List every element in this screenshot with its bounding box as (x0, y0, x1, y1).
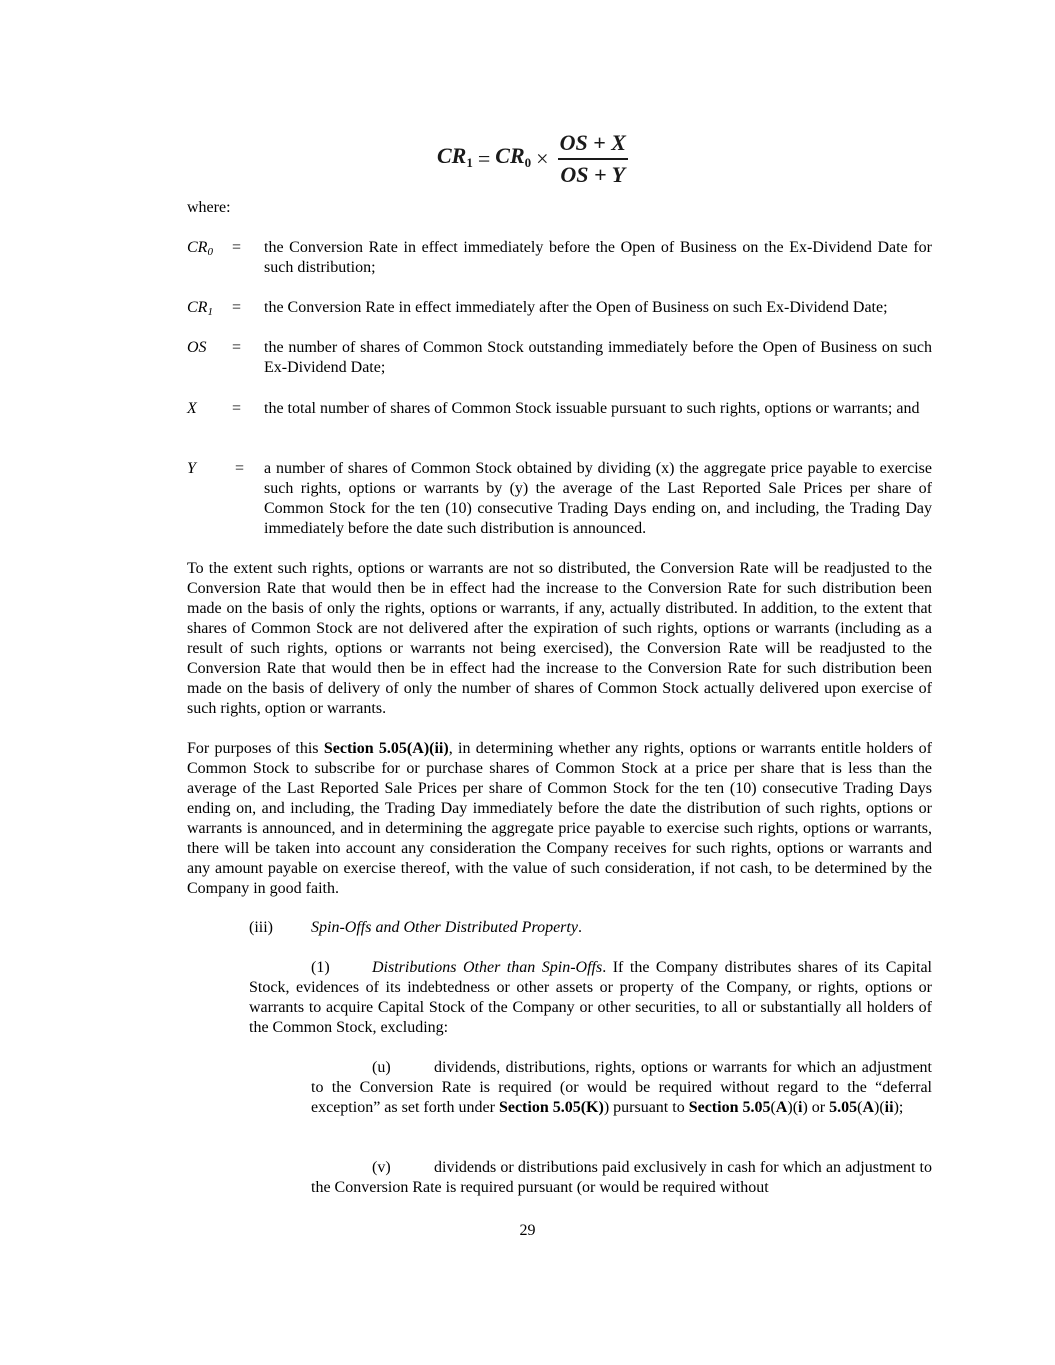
where-label: where: (187, 199, 231, 216)
formula-fraction (558, 130, 628, 188)
definition-text: the total number of shares of Common Stock issuable pursuant to such rights, options or warrants; and (264, 400, 920, 417)
clause-title: Distributions Other than Spin-Offs (372, 959, 603, 976)
formula-equals: = (477, 146, 491, 171)
subsection-number: (iii) (249, 919, 273, 936)
formula-times: × (536, 146, 549, 171)
section-reference: 5.05 (829, 1099, 858, 1116)
definition-symbol: OS (187, 339, 207, 356)
definition-equals: = (232, 400, 242, 417)
item-number: (v) (372, 1159, 391, 1176)
paragraph-readjustment: To the extent such rights, options or warrants are not so distributed, the Conversion Rate will be readjusted to the Conversion Rate that would then be in effect had the increase to the Conversion Rate for such distribution been made on the basis of only the rights, options or warrants, if any, actually distributed. In addition, to the extent that shares of Common Stock are not delivered after the expiration of such rights, options or warrants (including as a result of such rights, options or warrants not being exercised), the Conversion Rate will be readjusted to the Conversion Rate that would then be in effect had the increase to the Conversion Rate for such distribution been made on the basis of delivery of only the number of shares of Common Stock actually delivered upon exercise of such rights, option or warrants. (187, 560, 932, 717)
definition-symbol: $CR_1$ (187, 299, 213, 318)
subsection-1-distributions: (1) Distributions Other than Spin-Offs. If the Company distributes shares of its Capital Stock, evidences of its indebtedness or other assets or property of the Company, or rights, options or warrants to acquire Capital Stock of the Company or other securities, to all or substantially all holders of the Common Stock, excluding: (249, 959, 932, 1036)
clause-number: (1) (311, 959, 330, 976)
definition-symbol: X (187, 400, 197, 417)
subsection-title: Spin-Offs and Other Distributed Property (311, 919, 578, 936)
item-number: (u) (372, 1059, 391, 1076)
formula-numerator: OS + X (558, 130, 628, 160)
section-reference: Section 5.05(A)(ii) (323, 740, 449, 757)
formula-denominator: OS + Y (560, 162, 626, 187)
section-reference: Section 5.05(K) (498, 1099, 604, 1116)
definition-cr0 (187, 238, 932, 278)
formula-lhs: $CR_1$ (437, 142, 473, 170)
paragraph-purposes: For purposes of this Section 5.05(A)(ii), in determining whether any rights, options or warrants entitle holders of Common Stock to subscribe for or purchase shares of Common Stock at a price per share that is less than the average of the Last Reported Sale Prices per share of Common Stock for the ten (10) consecutive Trading Days ending on, and including, the Trading Day immediately before the date the distribution of such rights, options or warrants is announced, and in determining the aggregate price payable to exercise such rights, options or warrants, there will be taken into account any consideration the Company receives for such rights, options or warrants and any amount payable on exercise thereof, with the value of such consideration, if not cash, to be determined by the Company in good faith. (187, 740, 932, 897)
conversion-rate-formula (437, 130, 628, 188)
definition-equals: = (232, 299, 242, 316)
definition-symbol: Y (187, 460, 196, 477)
definition-os (187, 338, 932, 378)
definition-x (187, 399, 932, 419)
item-v: (v) dividends or distributions paid exclusively in cash for which an adjustment to the Conversion Rate is required pursuant (or would be required without (311, 1159, 932, 1196)
item-u: (u) dividends, distributions, rights, options or warrants for which an adjustment to the Conversion Rate is required (or would be required without regard to the “deferral exception” as set forth under Section 5.05(K)) pursuant to Section 5.05(A)(i) or 5.05(A)(ii); (311, 1059, 932, 1116)
definition-symbol: $CR_0$ (187, 239, 213, 258)
definition-cr1 (187, 298, 932, 318)
page-number: 29 (519, 1222, 536, 1239)
subsection-iii-heading: (iii) Spin-Offs and Other Distributed Property. (249, 919, 582, 936)
definition-text: the Conversion Rate in effect immediately after the Open of Business on such Ex-Dividend Date; (264, 299, 888, 316)
formula-rhs: $CR_0$ (495, 142, 532, 170)
definition-text: the Conversion Rate in effect immediately before the Open of Business on the Ex-Dividend Date for such distribution; (264, 239, 932, 276)
definition-y (187, 459, 932, 539)
definition-text: a number of shares of Common Stock obtained by dividing (x) the aggregate price payable to exercise such rights, options or warrants by (y) the average of the Last Reported Sale Prices per share of Common Stock for the ten (10) consecutive Trading Days ending on, and including, the Trading Day immediately before the date such distribution is announced. (264, 460, 932, 537)
definition-text: the number of shares of Common Stock outstanding immediately before the Open of Business on such Ex-Dividend Date; (264, 339, 932, 376)
definition-equals: = (232, 339, 242, 356)
definition-equals: = (235, 460, 245, 477)
definition-equals: = (232, 239, 242, 256)
section-reference: Section 5.05 (688, 1099, 771, 1116)
